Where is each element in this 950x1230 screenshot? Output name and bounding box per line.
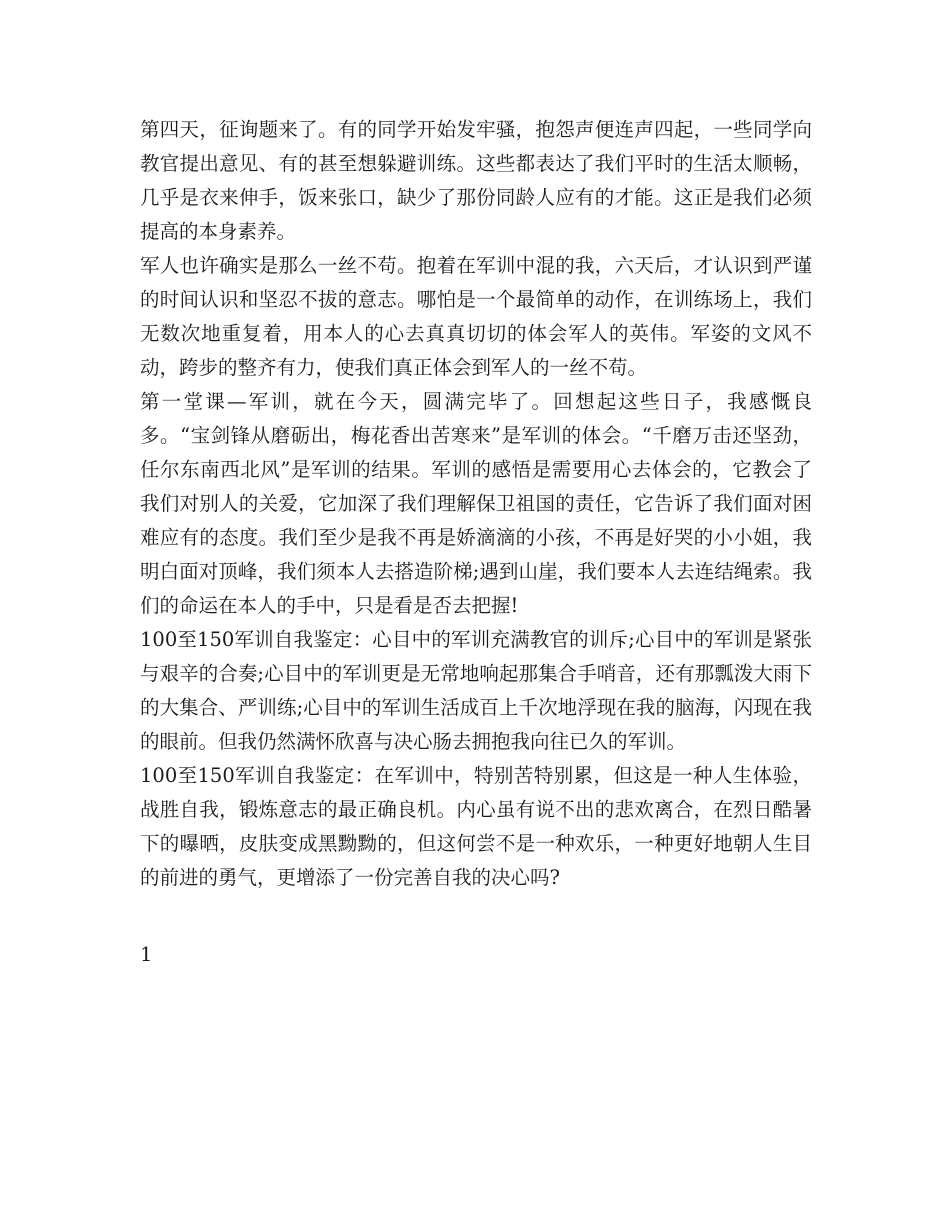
paragraph-soldier-discipline: 军人也许确实是那么一丝不苟。抱着在军训中混的我，六天后，才认识到严谨的时间认识和坚忍不拔的意志。哪怕是一个最简单的动作，在训练场上，我们无数次地重复着，用本人的心去真真切切的体会军人的英伟。军姿的文风不动，跨步的整齐有力，使我们真正体会到军人的一丝不苟。 (140, 254, 812, 379)
paragraph-day-four: 第四天，征询题来了。有的同学开始发牢骚，抱怨声便连声四起，一些同学向教官提出意见、有的甚至想躲避训练。这些都表达了我们平时的生活太顺畅，几乎是衣来伸手，饭来张口，缺少了那份同龄人应有的才能。这正是我们必须提高的本身素养。 (140, 118, 812, 243)
paragraph-first-lesson: 第一堂课—军训，就在今天，圆满完毕了。回想起这些日子，我感慨良多。“宝剑锋从磨砺出，梅花香出苦寒来”是军训的体会。“千磨万击还坚劲，任尔东南西北风”是军训的结果。军训的感悟是需要用心去体会的，它教会了我们对别人的关爱，它加深了我们理解保卫祖国的责任，它告诉了我们面对困难应有的态度。我们至少是我不再是娇滴滴的小孩，不再是好哭的小小姐，我明白面对顶峰，我们须本人去搭造阶梯;遇到山崖，我们要本人去连结绳索。我们的命运在本人的手中，只是看是否去把握! (140, 390, 812, 617)
document-body (140, 113, 812, 895)
paragraph-self-assessment-one: 100至150军训自我鉴定：心目中的军训充满教官的训斥;心目中的军训是紧张与艰辛的合奏;心目中的军训更是无常地响起那集合手哨音，还有那瓢泼大雨下的大集合、严训练;心目中的军训生活成百上千次地浮现在我的脑海，闪现在我的眼前。但我仍然满怀欣喜与决心肠去拥抱我向往已久的军训。 (140, 628, 812, 753)
paragraph-self-assessment-two: 100至150军训自我鉴定：在军训中，特别苦特别累，但这是一种人生体验，战胜自我，锻炼意志的最正确良机。内心虽有说不出的悲欢离合，在烈日酷暑下的曝晒，皮肤变成黑黝黝的，但这何尝不是一种欢乐，一种更好地朝人生目的前进的勇气，更增添了一份完善自我的决心吗? (140, 764, 812, 889)
page-number: 1 (140, 943, 153, 966)
